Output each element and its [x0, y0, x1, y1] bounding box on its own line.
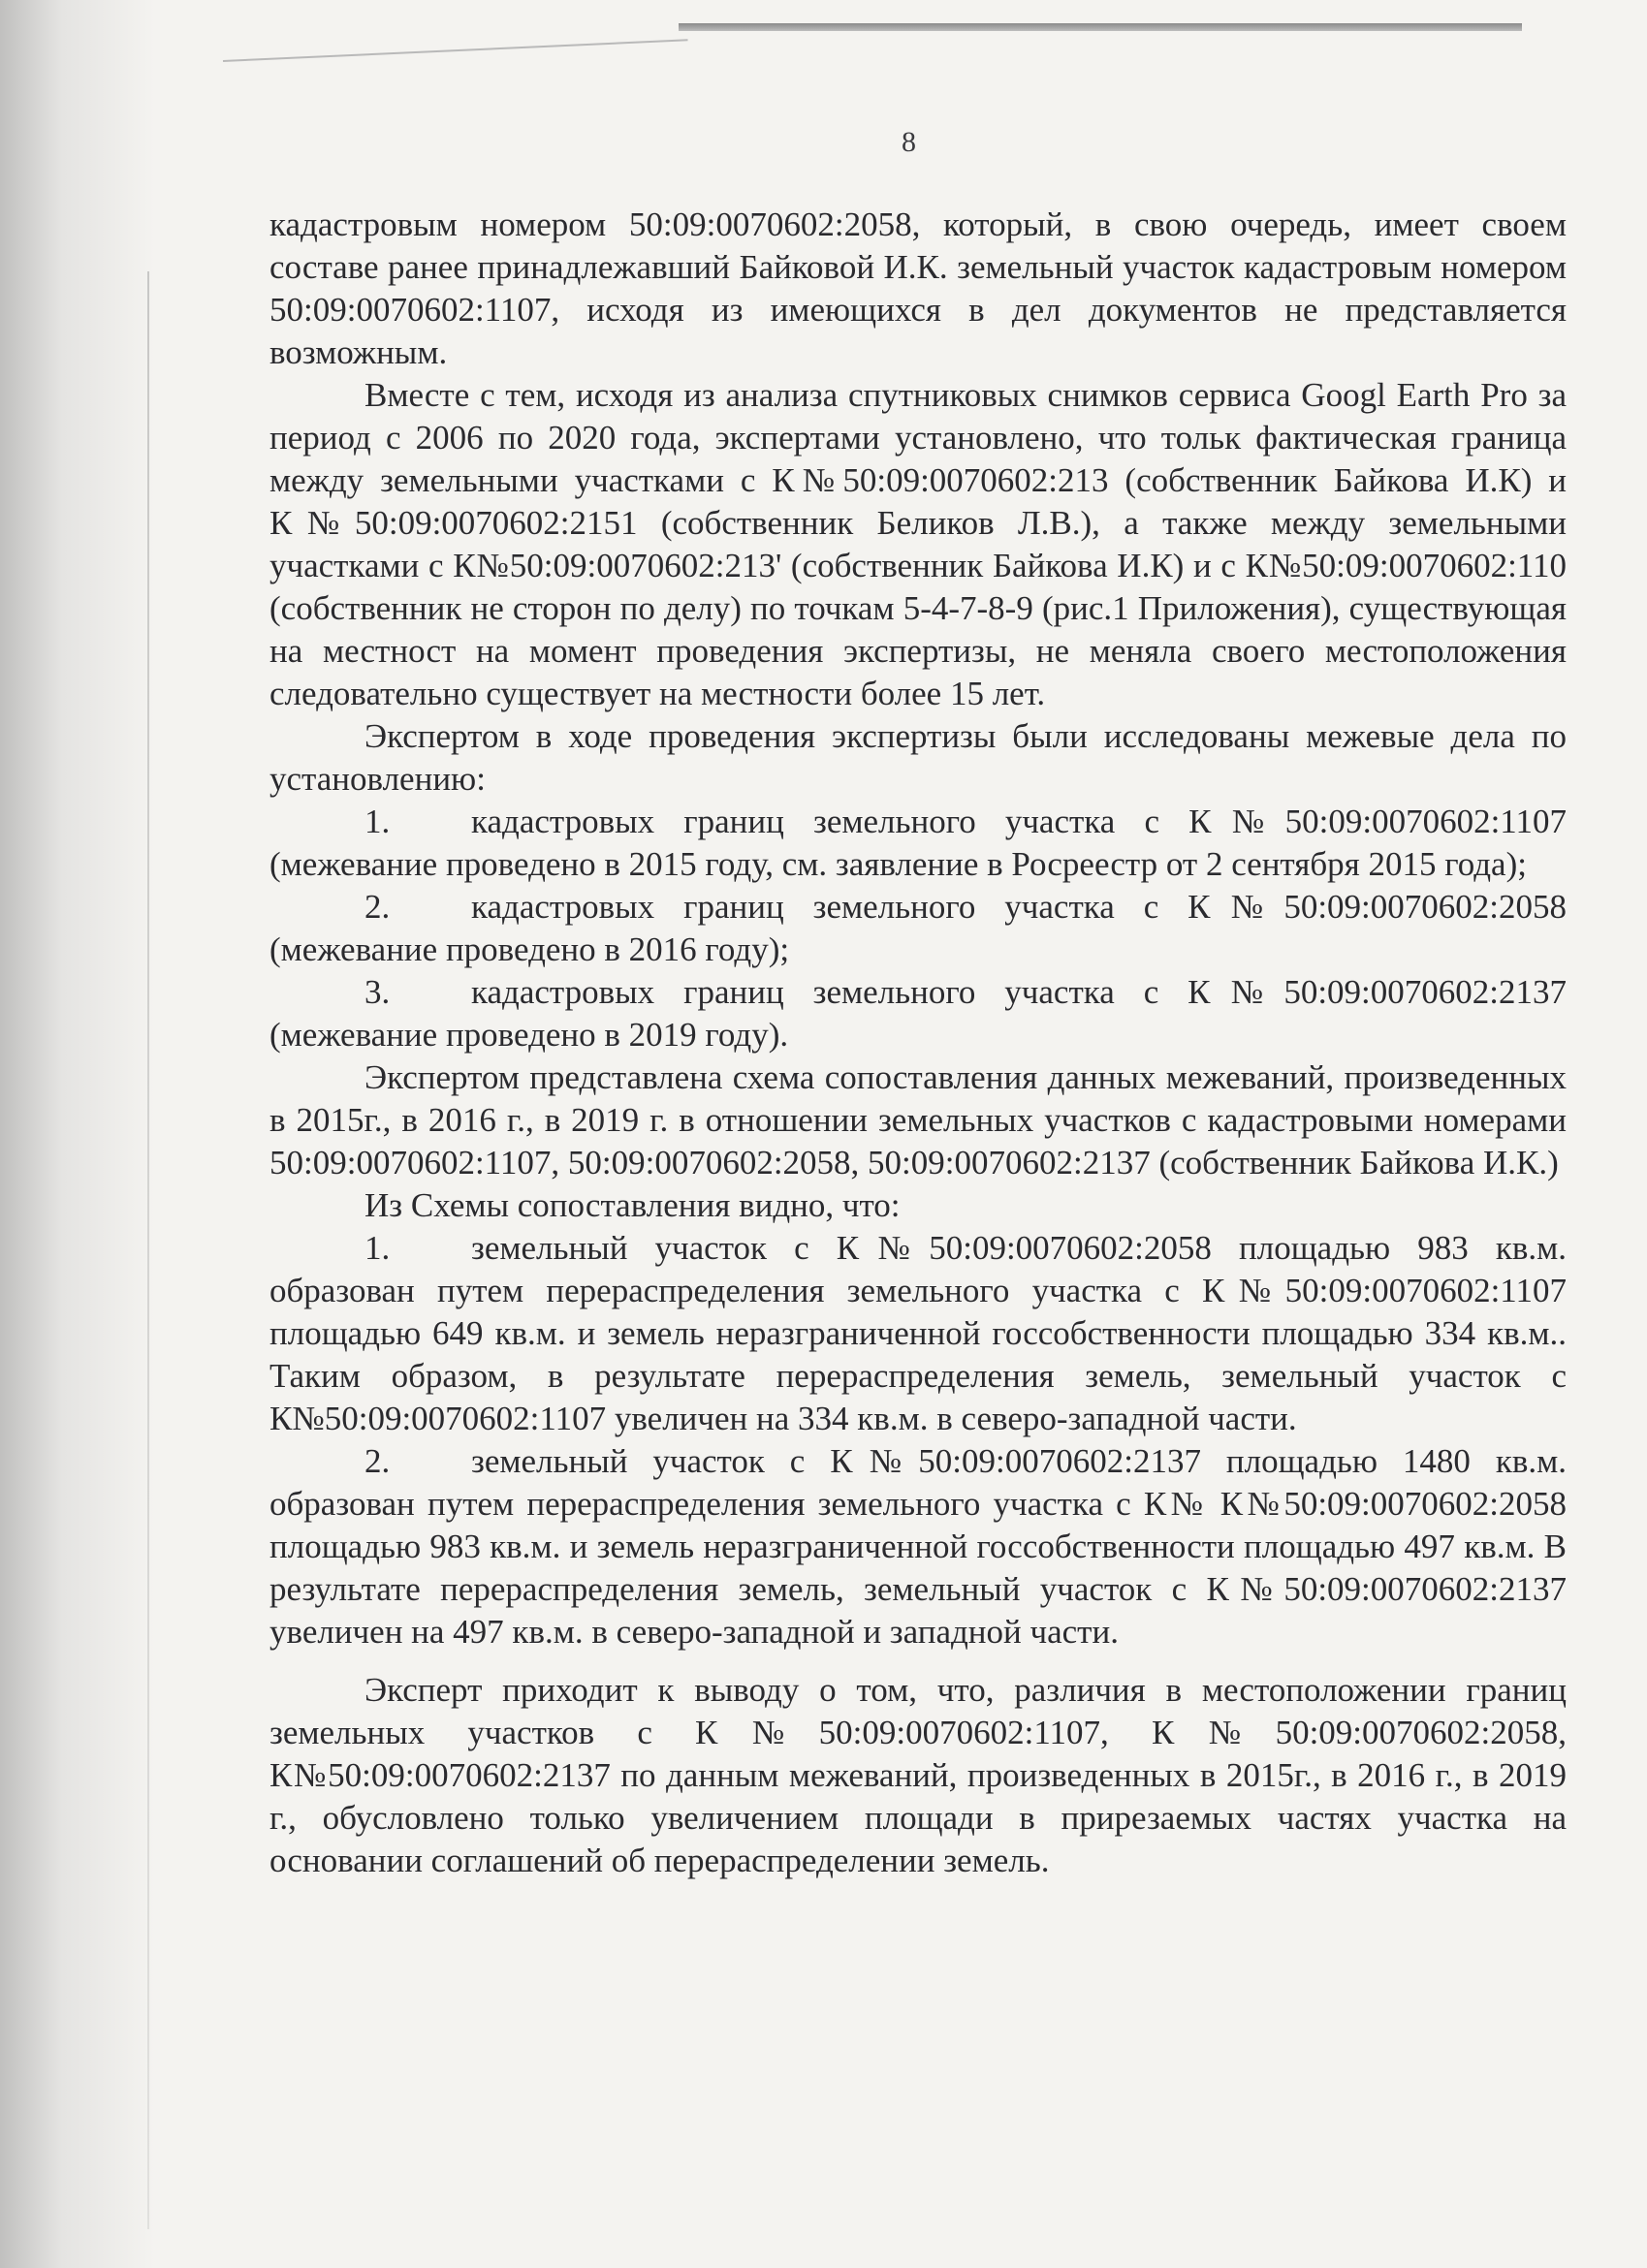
- document-body: [269, 204, 1567, 1882]
- paragraph-6: Эксперт приходит к выводу о том, что, различия в местоположении границ земельных участков с К№50:09:0070602:1107, К№50:09:0070602:2058, К№50:09:0070602:2137 по данным межеваний, произведенных в 2015г., в 2016 г., в 2019 г., обусловлено только увеличением площади в прирезаемых частях участка на основании соглашений об перераспределении земель.: [269, 1671, 1567, 1879]
- scan-fold-line: [223, 39, 688, 62]
- paragraph-4: Экспертом представлена схема сопоставления данных межеваний, произведенных в 2015г., в 2016 г., в 2019 г. в отношении земельных участков с кадастровыми номерами 50:09:0070602:1107, 50:09:0070602:2058, 50:09:0070602:2137 (собственник Байкова И.К.): [269, 1058, 1567, 1181]
- list-item-number: 3.: [364, 973, 391, 1011]
- scan-margin-line: [147, 271, 149, 2229]
- page-number: 8: [902, 126, 916, 158]
- list-item-number: 2.: [364, 888, 391, 926]
- paragraph-2: Вместе с тем, исходя из анализа спутниковых снимков сервиса Googl Earth Pro за период с 2006 по 2020 года, экспертами установлено, что тольк фактическая граница между земельными участками с К№50:09:0070602:213 (собственник Байкова И.К) и К№50:09:0070602:2151 (собственник Беликов Л.В.), а также между земельными участками с К№50:09:0070602:213' (собственник Байкова И.К) и с К№50:09:0070602:110 (собственник не сторон по делу) по точкам 5-4-7-8-9 (рис.1 Приложения), существующая на местност на момент проведения экспертизы, не меняла своего местоположения следовательно существует на местности более 15 лет.: [269, 376, 1567, 712]
- list-item-text: земельный участок с К№50:09:0070602:2137 площадью 1480 кв.м. образован путем перераспределения земельного участка с К№ К№50:09:0070602:2058 площадью 983 кв.м. и земель неразграниченной госсобственности площадью 497 кв.м. В результате перераспределения земель, земельный участок с К№50:09:0070602:2137 увеличен на 497 кв.м. в северо-западной и западной части.: [269, 1442, 1567, 1651]
- list-item-number: 1.: [364, 1229, 391, 1267]
- list-item-text: кадастровых границ земельного участка с К№50:09:0070602:2137 (межевание проведено в 2019 году).: [269, 973, 1567, 1054]
- scan-left-shadow: [0, 0, 155, 2268]
- paragraph-3: Экспертом в ходе проведения экспертизы были исследованы межевые дела по установлению:: [269, 717, 1567, 798]
- list-item: [269, 1227, 1567, 1440]
- list-item: [269, 886, 1567, 971]
- list-item-text: земельный участок с К№50:09:0070602:2058 площадью 983 кв.м. образован путем перераспределения земельного участка с К№50:09:0070602:1107 площадью 649 кв.м. и земель неразграниченной госсобственности площадью 334 кв.м.. Таким образом, в результате перераспределения земель, земельный участок с К№50:09:0070602:1107 увеличен на 334 кв.м. в северо-западной части.: [269, 1229, 1567, 1437]
- list-item-number: 1.: [364, 803, 391, 840]
- list-item-text: кадастровых границ земельного участка с К№50:09:0070602:2058 (межевание проведено в 2016 году);: [269, 888, 1567, 968]
- list-item: [269, 1440, 1567, 1654]
- paragraph-5: Из Схемы сопоставления видно, что:: [364, 1186, 901, 1224]
- list-item-text: кадастровых границ земельного участка с К№50:09:0070602:1107 (межевание проведено в 2015 году, см. заявление в Росреестр от 2 сентября 2015 года);: [269, 803, 1567, 883]
- paragraph-1: кадастровым номером 50:09:0070602:2058, который, в свою очередь, имеет своем составе ранее принадлежавший Байковой И.К. земельный участок кадастровым номером 50:09:0070602:1107, исходя из имеющихся в дел документов не представляется возможным.: [269, 205, 1567, 371]
- paragraph-gap: [269, 1654, 1567, 1669]
- list-item: [269, 801, 1567, 886]
- list-item: [269, 971, 1567, 1056]
- list-item-number: 2.: [364, 1442, 391, 1480]
- scan-top-edge: [679, 23, 1522, 31]
